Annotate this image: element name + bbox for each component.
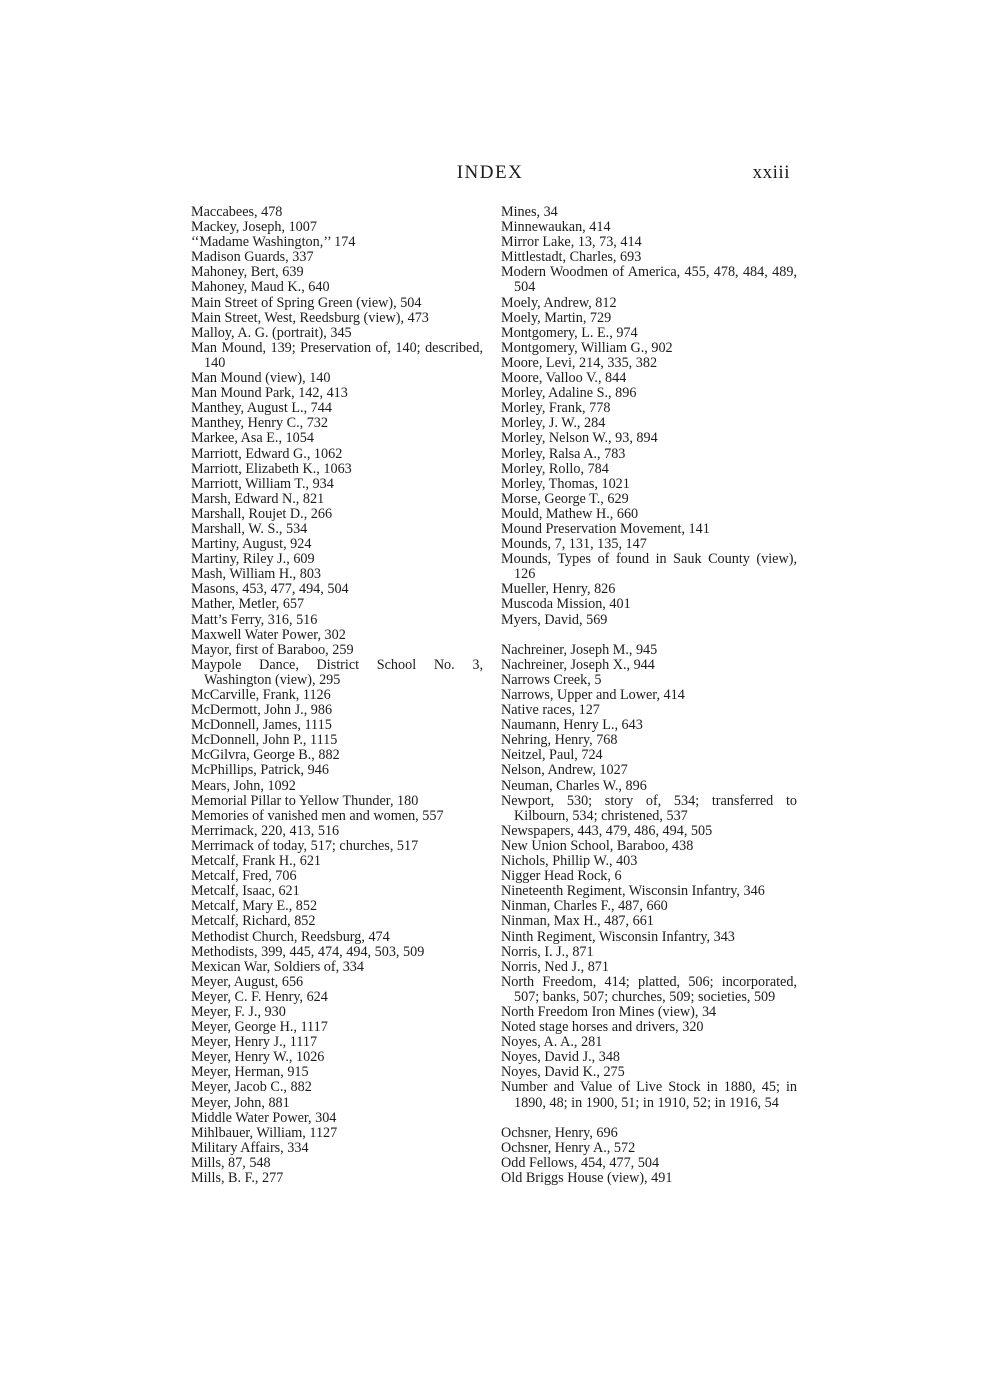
index-entry: Madison Guards, 337: [191, 249, 314, 266]
index-entry: Main Street of Spring Green (view), 504: [191, 294, 422, 311]
index-entry: Meyer, F. J., 930: [191, 1003, 286, 1020]
index-entry: Mirror Lake, 13, 73, 414: [501, 234, 642, 251]
index-entry: Mines, 34: [501, 204, 558, 220]
index-entry: Modern Woodmen of America, 455, 478, 484, 489, 504: [501, 264, 797, 296]
index-entry: Marriott, Elizabeth K., 1063: [191, 460, 352, 477]
index-entry: Nichols, Phillip W., 403: [501, 853, 638, 870]
index-entry: Norris, I. J., 871: [501, 943, 594, 960]
index-entry: Naumann, Henry L., 643: [501, 717, 643, 734]
index-entry: Newport, 530; story of, 534; transferred to Kilbourn, 534; christened, 537: [501, 792, 797, 824]
index-entry: Nigger Head Rock, 6: [501, 868, 622, 885]
index-entry: Moore, Levi, 214, 335, 382: [501, 354, 658, 371]
index-entry: McDermott, John J., 986: [191, 702, 333, 719]
index-entry: Methodists, 399, 445, 474, 494, 503, 509: [191, 943, 425, 960]
index-entry: Malloy, A. G. (portrait), 345: [191, 324, 352, 341]
index-entry: Moely, Andrew, 812: [501, 294, 617, 311]
index-entry: McDonnell, John P., 1115: [191, 732, 338, 749]
index-entry: Marshall, Roujet D., 266: [191, 505, 333, 522]
index-entry: Mueller, Henry, 826: [501, 581, 616, 598]
index-entry: Meyer, Henry W., 1026: [191, 1049, 325, 1066]
index-entry: Ninman, Max H., 487, 661: [501, 913, 654, 930]
index-entry: Middle Water Power, 304: [191, 1109, 337, 1126]
index-entry: Nehring, Henry, 768: [501, 732, 618, 749]
index-entry: Montgomery, L. E., 974: [501, 324, 638, 341]
index-entry: Maxwell Water Power, 302: [191, 626, 346, 643]
index-entry: Marshall, W. S., 534: [191, 520, 308, 537]
index-entry: Martiny, Riley J., 609: [191, 551, 315, 568]
index-entry: Merrimack, 220, 413, 516: [191, 822, 340, 839]
section-gap: [501, 1111, 797, 1126]
index-entry: Morley, J. W., 284: [501, 415, 606, 432]
index-entry: Mackey, Joseph, 1007: [191, 219, 317, 236]
index-entry: Montgomery, William G., 902: [501, 339, 673, 356]
index-entry: Meyer, George H., 1117: [191, 1019, 328, 1036]
index-entry: Mittlestadt, Charles, 693: [501, 249, 642, 266]
index-entry: McGilvra, George B., 882: [191, 747, 340, 764]
index-entry: Moore, Valloo V., 844: [501, 370, 627, 387]
index-entry: Ochsner, Henry, 696: [501, 1124, 618, 1141]
index-entry: Meyer, John, 881: [191, 1094, 290, 1111]
index-entry: Mounds, 7, 131, 135, 147: [501, 536, 647, 553]
index-entry: McDonnell, James, 1115: [191, 717, 332, 734]
index-entry: Nachreiner, Joseph X., 944: [501, 656, 655, 673]
index-column-left: [191, 205, 483, 1186]
page-header: [190, 162, 790, 188]
index-entry: Native races, 127: [501, 702, 600, 719]
index-entry: Mash, William H., 803: [191, 566, 322, 583]
index-entry: North Freedom, 414; platted, 506; incorporated, 507; banks, 507; churches, 509; societies, 509: [501, 973, 797, 1005]
index-entry: Mills, B. F., 277: [191, 1170, 284, 1186]
index-entry: Narrows, Upper and Lower, 414: [501, 687, 685, 703]
index-entry: Man Mound Park, 142, 413: [191, 385, 348, 402]
index-entry: Ninth Regiment, Wisconsin Infantry, 343: [501, 928, 735, 945]
index-entry: Methodist Church, Reedsburg, 474: [191, 928, 390, 945]
index-entry: Mills, 87, 548: [191, 1154, 271, 1171]
section-gap: [501, 628, 797, 643]
index-entry: Metcalf, Frank H., 621: [191, 853, 322, 870]
index-entry: ‘‘Madame Washington,’’ 174: [191, 234, 356, 251]
index-entry: Ochsner, Henry A., 572: [501, 1139, 636, 1156]
index-entry: McCarville, Frank, 1126: [191, 687, 331, 703]
page-title: INDEX: [456, 162, 524, 183]
index-entry: Ninman, Charles F., 487, 660: [501, 898, 668, 915]
index-entry: Mahoney, Bert, 639: [191, 264, 304, 281]
index-entry: Man Mound, 139; Preservation of, 140; described, 140: [191, 339, 483, 371]
index-entry: Nelson, Andrew, 1027: [501, 762, 628, 779]
index-entry: North Freedom Iron Mines (view), 34: [501, 1003, 717, 1020]
index-entry: Morley, Ralsa A., 783: [501, 445, 626, 462]
index-entry: Marriott, Edward G., 1062: [191, 445, 343, 462]
index-entry: Neuman, Charles W., 896: [501, 777, 647, 794]
index-entry: Matt’s Ferry, 316, 516: [191, 611, 318, 628]
index-entry: Noyes, David J., 348: [501, 1049, 621, 1066]
index-entry: Odd Fellows, 454, 477, 504: [501, 1154, 660, 1171]
index-entry: Mounds, Types of found in Sauk County (view), 126: [501, 551, 797, 583]
index-entry: Military Affairs, 334: [191, 1139, 309, 1156]
index-entry: Merrimack of today, 517; churches, 517: [191, 837, 419, 854]
index-entry: New Union School, Baraboo, 438: [501, 837, 694, 854]
index-entry: Mihlbauer, William, 1127: [191, 1124, 338, 1141]
index-entry: Muscoda Mission, 401: [501, 596, 631, 613]
index-entry: Metcalf, Mary E., 852: [191, 898, 318, 915]
index-entry: Martiny, August, 924: [191, 536, 312, 553]
index-entry: Noted stage horses and drivers, 320: [501, 1019, 704, 1036]
index-entry: Metcalf, Richard, 852: [191, 913, 316, 930]
page-number: xxiii: [752, 162, 790, 183]
index-entry: Man Mound (view), 140: [191, 370, 331, 387]
index-entry: Mayor, first of Baraboo, 259: [191, 641, 354, 658]
index-entry: Meyer, Henry J., 1117: [191, 1034, 318, 1051]
index-entry: McPhillips, Patrick, 946: [191, 762, 329, 779]
index-entry: Morley, Nelson W., 93, 894: [501, 430, 658, 447]
index-entry: Neitzel, Paul, 724: [501, 747, 603, 764]
index-entry: Metcalf, Fred, 706: [191, 868, 297, 885]
index-entry: Number and Value of Live Stock in 1880, 45; in 1890, 48; in 1900, 51; in 1910, 52; in 1916, 54: [501, 1079, 797, 1111]
index-entry: Noyes, A. A., 281: [501, 1034, 603, 1051]
index-entry: Newspapers, 443, 479, 486, 494, 505: [501, 822, 713, 839]
index-entry: Noyes, David K., 275: [501, 1064, 625, 1081]
index-entry: Morley, Thomas, 1021: [501, 475, 630, 492]
index-entry: Mears, John, 1092: [191, 777, 296, 794]
index-entry: Masons, 453, 477, 494, 504: [191, 581, 349, 598]
index-entry: Norris, Ned J., 871: [501, 958, 609, 975]
index-entry: Morley, Rollo, 784: [501, 460, 609, 477]
index-entry: Metcalf, Isaac, 621: [191, 883, 300, 900]
index-entry: Meyer, Jacob C., 882: [191, 1079, 312, 1096]
index-entry: Memorial Pillar to Yellow Thunder, 180: [191, 792, 419, 809]
index-entry: Meyer, C. F. Henry, 624: [191, 988, 328, 1005]
index-entry: Minnewaukan, 414: [501, 219, 611, 236]
index-entry: Nachreiner, Joseph M., 945: [501, 641, 658, 658]
index-entry: Maypole Dance, District School No. 3, Washington (view), 295: [191, 656, 483, 688]
index-entry: Moely, Martin, 729: [501, 309, 612, 326]
index-entry: Mexican War, Soldiers of, 334: [191, 958, 364, 975]
index-entry: Main Street, West, Reedsburg (view), 473: [191, 309, 429, 326]
index-entry: Marriott, William T., 934: [191, 475, 334, 492]
index-entry: Marsh, Edward N., 821: [191, 490, 325, 507]
index-entry: Morley, Frank, 778: [501, 400, 611, 417]
index-entry: Mould, Mathew H., 660: [501, 505, 639, 522]
index-entry: Maccabees, 478: [191, 204, 283, 220]
index-entry: Markee, Asa E., 1054: [191, 430, 314, 447]
index-entry: Mather, Metler, 657: [191, 596, 305, 613]
index-entry: Morley, Adaline S., 896: [501, 385, 637, 402]
index-entry: Mahoney, Maud K., 640: [191, 279, 330, 296]
index-entry: Nineteenth Regiment, Wisconsin Infantry, 346: [501, 883, 765, 900]
index-column-right: [501, 205, 797, 1186]
index-entry: Memories of vanished men and women, 557: [191, 807, 444, 824]
index-entry: Morse, George T., 629: [501, 490, 629, 507]
index-entry: Narrows Creek, 5: [501, 671, 602, 688]
index-entry: Meyer, August, 656: [191, 973, 304, 990]
index-entry: Manthey, Henry C., 732: [191, 415, 328, 432]
index-entry: Meyer, Herman, 915: [191, 1064, 309, 1081]
index-entry: Old Briggs House (view), 491: [501, 1170, 673, 1186]
index-entry: Manthey, August L., 744: [191, 400, 332, 417]
index-entry: Myers, David, 569: [501, 611, 608, 628]
index-entry: Mound Preservation Movement, 141: [501, 520, 710, 537]
